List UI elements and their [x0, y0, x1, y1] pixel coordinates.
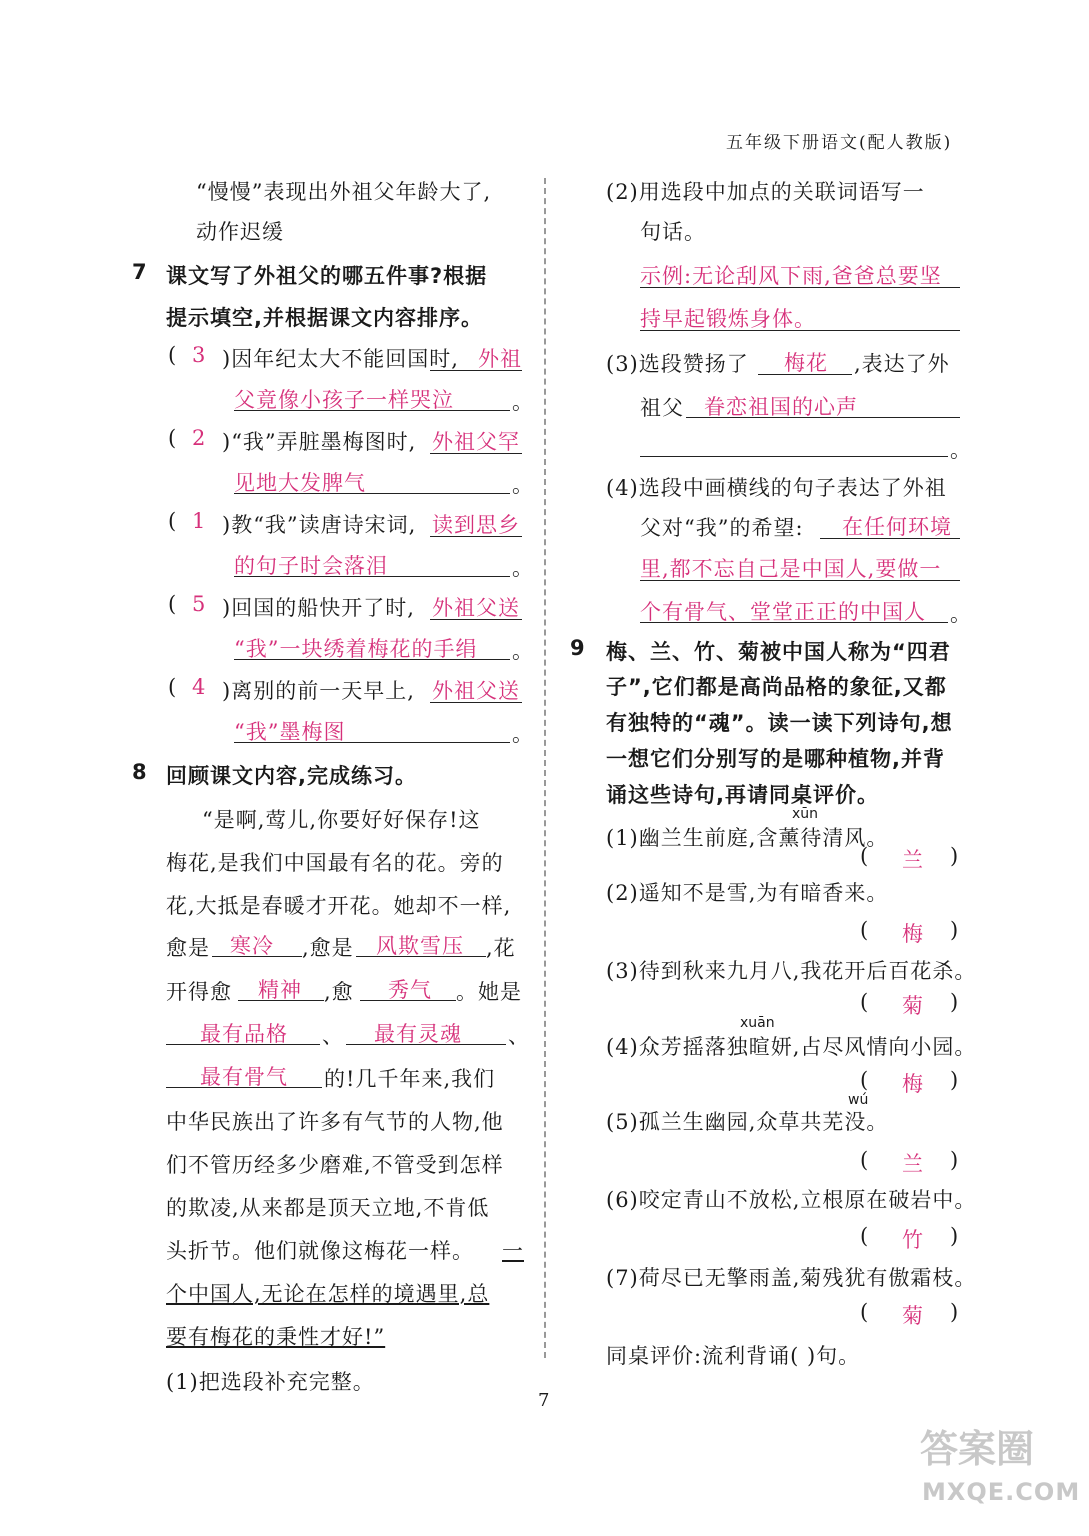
- passage-line11b: 一: [502, 1239, 524, 1263]
- answer-line: [234, 493, 510, 494]
- poem-6-answer: 竹: [902, 1228, 924, 1252]
- paren-close: ): [950, 1068, 960, 1092]
- sub-question-3-b: ,表达了外: [854, 352, 950, 376]
- poem-1: (1)幽兰生前庭,含薰待清风。: [606, 826, 889, 850]
- column-divider: [544, 178, 546, 1358]
- paren-open: (: [168, 509, 178, 533]
- answer-line: [430, 370, 522, 371]
- order-answer: 5: [192, 592, 207, 616]
- blank-answer-4: 秀气: [388, 978, 432, 1002]
- poem-5: (5)孤兰生幽园,众草共芜没。: [606, 1110, 889, 1134]
- item-answer-part2: “我”一块绣着梅花的手绢: [234, 637, 478, 661]
- poem-2: (2)遥知不是雪,为有暗香来。: [606, 881, 889, 905]
- passage-line9: 们不管历经多少磨难,不管受到怎样: [166, 1153, 504, 1177]
- continued-answer-line2: 动作迟缓: [196, 220, 284, 244]
- blank-answer-3: 精神: [258, 978, 302, 1002]
- paren-close: ): [950, 990, 960, 1014]
- answer-line: [234, 410, 510, 411]
- page-number: 7: [538, 1390, 550, 1411]
- answer-line: [166, 1044, 320, 1045]
- passage-line5a: 开得愈: [166, 980, 232, 1004]
- order-answer: 3: [192, 343, 207, 367]
- answer-line: [640, 330, 960, 331]
- question-8-number: 8: [132, 760, 148, 784]
- question-9-line3: 有独特的“魂”。读一读下列诗句,想: [606, 711, 953, 735]
- answer-line: [430, 702, 522, 703]
- paren-open: (: [860, 1148, 870, 1172]
- item-answer-part1: 读到思乡: [432, 513, 520, 537]
- item-answer-part2: 见地大发脾气: [234, 471, 366, 495]
- passage-line1: “是啊,莺儿,你要好好保存!这: [202, 808, 481, 832]
- paren-close: ): [950, 1148, 960, 1172]
- answer-line: [430, 453, 522, 454]
- paren-open: (: [860, 990, 870, 1014]
- order-answer: 4: [192, 675, 207, 699]
- poem-7-answer: 菊: [902, 1304, 924, 1328]
- item-prompt: )回国的船快开了时,: [222, 596, 415, 620]
- passage-line5c: 。她是: [456, 980, 522, 1004]
- item-answer-part2: 的句子时会落泪: [234, 554, 388, 578]
- passage-line4b: ,愈是: [302, 936, 354, 960]
- paren-open: (: [168, 343, 178, 367]
- answer-line: [234, 742, 510, 743]
- poem-5-answer: 兰: [902, 1152, 924, 1176]
- passage-line3: 花,大抵是春暖才开花。她却不一样,: [166, 894, 512, 918]
- passage-line12: 个中国人,无论在怎样的境遇里,总: [166, 1282, 490, 1306]
- pinyin-annotation: xuān: [740, 1015, 775, 1031]
- passage-line2: 梅花,是我们中国最有名的花。旁的: [166, 851, 504, 875]
- answer-line: [640, 287, 960, 288]
- answer-line: [640, 456, 948, 457]
- sub-question-3-answer2: 眷恋祖国的心声: [704, 395, 858, 419]
- item-prompt: )因年纪太大不能回国时,: [222, 347, 459, 371]
- item-prompt: )离别的前一天早上,: [222, 679, 415, 703]
- sub-question-1: (1)把选段补充完整。: [166, 1370, 375, 1394]
- period: 。: [512, 639, 534, 663]
- poem-3: (3)待到秋来九月八,我花开后百花杀。: [606, 959, 977, 983]
- peer-evaluation: 同桌评价:流利背诵( )句。: [606, 1344, 861, 1368]
- answer-line: [234, 659, 510, 660]
- continued-answer-line1: “慢慢”表现出外祖父年龄大了,: [196, 180, 492, 204]
- poem-4: (4)众芳摇落独暄妍,占尽风情向小园。: [606, 1035, 977, 1059]
- poem-4-answer: 梅: [902, 1072, 924, 1096]
- answer-line: [346, 1044, 506, 1045]
- passage-line7: 的!几千年来,我们: [324, 1067, 496, 1091]
- item-answer-part2: 父竟像小孩子一样哭泣: [234, 388, 454, 412]
- paren-open: (: [860, 1300, 870, 1324]
- item-answer-part1: 外祖父送: [432, 679, 520, 703]
- answer-line: [234, 576, 510, 577]
- paren-open: (: [168, 592, 178, 616]
- period: 。: [512, 722, 534, 746]
- answer-line: [640, 622, 948, 623]
- answer-line: [238, 1000, 324, 1001]
- watermark-site: MXQE.COM: [922, 1478, 1081, 1506]
- sub-question-2-answer1: 示例:无论刮风下雨,爸爸总要坚: [640, 264, 942, 288]
- answer-line: [640, 580, 960, 581]
- sub-question-4-line2: 父对“我”的希望:: [640, 516, 804, 540]
- item-answer-part1: 外祖父送: [432, 596, 520, 620]
- item-answer-part2: “我”墨梅图: [234, 720, 346, 744]
- question-9-line5: 诵这些诗句,再请同桌评价。: [606, 783, 879, 807]
- question-7-text-line1: 课文写了外祖父的哪五件事?根据: [166, 264, 488, 288]
- question-9-line4: 一想它们分别写的是哪种植物,并背: [606, 747, 945, 771]
- paren-open: (: [860, 1068, 870, 1092]
- sub-question-2-line1: (2)用选段中加点的关联词语写一: [606, 180, 925, 204]
- period: 。: [950, 602, 972, 626]
- item-answer-part1: 外祖父罕: [432, 430, 520, 454]
- sub-question-4-answer1: 在任何环境: [842, 515, 952, 539]
- poem-7: (7)荷尽已无擎雨盖,菊残犹有傲霜枝。: [606, 1266, 977, 1290]
- question-7-text-line2: 提示填空,并根据课文内容排序。: [166, 306, 483, 330]
- paren-close: ): [950, 918, 960, 942]
- question-9-line2: 子”,它们都是高尚品格的象征,又都: [606, 675, 947, 699]
- answer-line: [212, 956, 302, 957]
- answer-line: [166, 1087, 322, 1088]
- page-header: 五年级下册语文(配人教版): [726, 133, 953, 153]
- passage-line4c: ,花: [486, 936, 516, 960]
- poem-2-answer: 梅: [902, 922, 924, 946]
- answer-line: [758, 374, 852, 375]
- poem-1-answer: 兰: [902, 848, 924, 872]
- answer-line: [820, 538, 960, 539]
- paren-close: ): [950, 1300, 960, 1324]
- watermark-logo: 答案圈: [920, 1427, 1035, 1471]
- sub-question-4-answer2: 里,都不忘自己是中国人,要做一: [640, 557, 942, 581]
- separator: 、: [322, 1024, 344, 1048]
- question-9-number: 9: [570, 636, 586, 660]
- sub-question-3-answer1: 梅花: [784, 351, 828, 375]
- answer-line: [430, 536, 522, 537]
- blank-answer-2: 风欺雪压: [376, 934, 464, 958]
- period: 。: [512, 390, 534, 414]
- paren-open: (: [168, 426, 178, 450]
- poem-6: (6)咬定青山不放松,立根原在破岩中。: [606, 1188, 977, 1212]
- sub-question-4-line1: (4)选段中画横线的句子表达了外祖: [606, 476, 947, 500]
- separator: 、: [508, 1024, 530, 1048]
- order-answer: 1: [192, 509, 207, 533]
- passage-line11a: 头折节。他们就像这梅花一样。: [166, 1239, 474, 1263]
- paren-open: (: [860, 844, 870, 868]
- passage-line13: 要有梅花的秉性才好!”: [166, 1325, 386, 1349]
- passage-line4a: 愈是: [166, 936, 210, 960]
- sub-question-2-line2: 句话。: [640, 220, 706, 244]
- period: 。: [512, 556, 534, 580]
- paren-open: (: [860, 1224, 870, 1248]
- answer-line: [360, 1000, 456, 1001]
- passage-line5b: ,愈: [324, 980, 354, 1004]
- poem-3-answer: 菊: [902, 994, 924, 1018]
- answer-line: [686, 417, 960, 418]
- period: 。: [512, 473, 534, 497]
- sub-question-3-a: (3)选段赞扬了: [606, 352, 749, 376]
- passage-line10: 的欺凌,从来都是顶天立地,不肯低: [166, 1196, 490, 1220]
- question-8-title: 回顾课文内容,完成练习。: [166, 764, 417, 788]
- blank-answer-1: 寒冷: [230, 934, 274, 958]
- sub-question-4-answer3: 个有骨气、堂堂正正的中国人: [640, 600, 926, 624]
- order-answer: 2: [192, 426, 207, 450]
- answer-line: [430, 619, 522, 620]
- question-9-line1: 梅、兰、竹、菊被中国人称为“四君: [606, 640, 951, 664]
- question-7-number: 7: [132, 260, 148, 284]
- sub-question-3-c: 祖父: [640, 396, 684, 420]
- blank-answer-6: 最有灵魂: [374, 1022, 462, 1046]
- paren-open: (: [168, 675, 178, 699]
- blank-answer-5: 最有品格: [200, 1022, 288, 1046]
- item-prompt: )“我”弄脏墨梅图时,: [222, 430, 417, 454]
- sub-question-2-answer2: 持早起锻炼身体。: [640, 307, 816, 331]
- pinyin-annotation: wú: [848, 1092, 869, 1108]
- paren-close: ): [950, 1224, 960, 1248]
- passage-line8: 中华民族出了许多有气节的人物,他: [166, 1110, 504, 1134]
- paren-close: ): [950, 844, 960, 868]
- answer-line: [356, 956, 486, 957]
- pinyin-annotation: xūn: [792, 806, 819, 822]
- blank-answer-7: 最有骨气: [200, 1065, 288, 1089]
- item-answer-part1: 外祖: [478, 347, 522, 371]
- paren-open: (: [860, 918, 870, 942]
- period: 。: [950, 438, 972, 462]
- item-prompt: )教“我”读唐诗宋词,: [222, 513, 417, 537]
